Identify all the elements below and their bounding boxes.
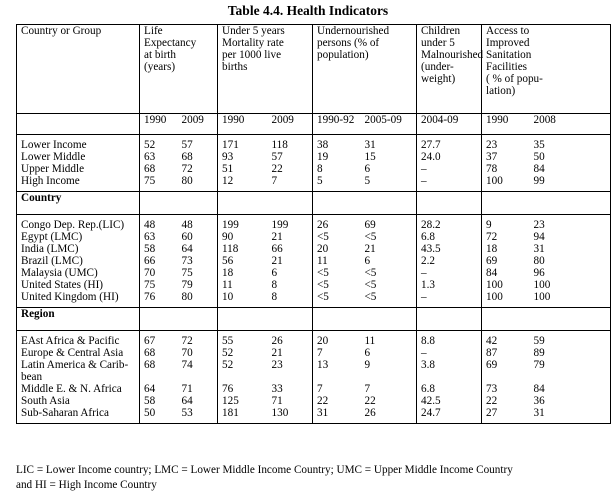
value-cell: 26 — [271, 335, 283, 347]
year-cell: 1990-92 — [313, 114, 359, 135]
value-cell: 1.3 — [417, 279, 482, 291]
value-cell: 130 — [271, 407, 289, 419]
value-cell: 68 — [140, 359, 176, 371]
value-cell: 66 — [140, 255, 176, 267]
year-cell: 1990 — [218, 114, 266, 135]
value-cell: 80 — [528, 255, 611, 267]
value-cell: 42.5 — [417, 395, 482, 407]
value-cell: 10 — [218, 291, 266, 303]
value-cell: 75 — [181, 267, 193, 279]
value-cell: 73 — [482, 383, 528, 395]
value-cell: 96 — [528, 267, 611, 279]
value-cell: 58 — [140, 243, 176, 255]
value-cell: 76 — [140, 291, 176, 303]
value-cell: 35 — [528, 139, 611, 151]
value-cell: 8 — [271, 279, 278, 291]
value-cell: 13 — [313, 359, 359, 371]
value-cell: 57 — [181, 139, 193, 151]
value-cell: 51 — [218, 163, 266, 175]
section-title: Country — [17, 192, 140, 215]
value-cell: 48 — [140, 219, 176, 231]
value-cell: <5 — [313, 267, 359, 279]
value-cell: 100 — [482, 291, 528, 303]
value-cell: 23 — [528, 219, 611, 231]
value-cell: 6.8 — [417, 383, 482, 395]
value-cell: 7 — [271, 175, 278, 187]
table-row — [17, 219, 611, 231]
row-label: Lower Income — [17, 139, 140, 151]
value-cell: 24.0 — [417, 151, 482, 163]
value-cell: 3.8 — [417, 359, 482, 371]
value-cell: 80 — [181, 291, 193, 303]
value-cell: 2.2 — [417, 255, 482, 267]
row-label: Upper Middle — [17, 163, 140, 175]
value-cell: 52 — [218, 347, 266, 359]
value-cell: 21 — [271, 347, 283, 359]
row-label: Lower Middle — [17, 151, 140, 163]
value-cell: 56 — [218, 255, 266, 267]
value-cell: <5 — [364, 267, 377, 279]
value-cell: 15 — [364, 151, 376, 163]
table-row — [17, 359, 611, 371]
header-life: Life Expectancy at birth (years) — [140, 25, 218, 114]
value-cell: 58 — [140, 395, 176, 407]
value-cell: 8 — [271, 291, 278, 303]
value-cell: 28.2 — [417, 219, 482, 231]
year-cell: 1990 — [482, 114, 528, 135]
value-cell: 43.5 — [417, 243, 482, 255]
value-cell: 69 — [482, 359, 528, 371]
value-cell: 27 — [482, 407, 528, 419]
value-cell: 52 — [218, 359, 266, 371]
value-cell: 38 — [313, 139, 359, 151]
value-cell: 21 — [271, 255, 283, 267]
value-cell: 27.7 — [417, 139, 482, 151]
value-cell: 53 — [181, 407, 193, 419]
year-cell: 2005-09 — [364, 114, 402, 126]
table-row-continuation — [17, 371, 611, 383]
value-cell: – — [417, 347, 482, 359]
value-cell: 22 — [271, 163, 283, 175]
value-cell: 87 — [482, 347, 528, 359]
value-cell: 21 — [271, 231, 283, 243]
value-cell: <5 — [364, 231, 377, 243]
table-row — [17, 163, 611, 175]
value-cell: 70 — [140, 267, 176, 279]
value-cell: 93 — [218, 151, 266, 163]
value-cell: 33 — [271, 383, 283, 395]
value-cell: 5 — [364, 175, 371, 187]
value-cell: 67 — [140, 335, 176, 347]
value-cell: 68 — [140, 347, 176, 359]
value-cell: 20 — [313, 243, 359, 255]
value-cell: 19 — [313, 151, 359, 163]
value-cell: 7 — [313, 383, 359, 395]
table-row — [17, 335, 611, 347]
value-cell: 75 — [140, 279, 176, 291]
value-cell: 68 — [140, 163, 176, 175]
value-cell: 89 — [528, 347, 611, 359]
value-cell: 72 — [181, 163, 193, 175]
row-label: Latin America & Carib- — [17, 359, 140, 371]
value-cell: 57 — [271, 151, 283, 163]
value-cell: 31 — [313, 407, 359, 419]
table-row — [17, 383, 611, 395]
value-cell: 84 — [482, 267, 528, 279]
value-cell: 84 — [528, 163, 611, 175]
value-cell: 199 — [271, 219, 289, 231]
value-cell: 76 — [218, 383, 266, 395]
value-cell: 79 — [181, 279, 193, 291]
value-cell: 37 — [482, 151, 528, 163]
value-cell: 69 — [482, 255, 528, 267]
row-label: EAst Africa & Pacific — [17, 335, 140, 347]
value-cell: 6 — [271, 267, 278, 279]
header-children: Children under 5 Malnourished (under- weight) — [417, 25, 482, 114]
section-row — [17, 308, 611, 331]
value-cell: 11 — [364, 335, 376, 347]
header-row — [17, 25, 611, 114]
table-footnote: LIC = Lower Income country; LMC = Lower Middle Income Country; UMC = Upper Middle Income Country and HI = High Income Country — [16, 464, 513, 491]
value-cell: 74 — [181, 359, 193, 371]
value-cell: 59 — [528, 335, 611, 347]
value-cell: 9 — [364, 359, 371, 371]
year-cell: 2004-09 — [417, 114, 482, 135]
value-cell: 50 — [140, 407, 176, 419]
row-label: Brazil (LMC) — [17, 255, 140, 267]
value-cell: 80 — [181, 175, 193, 187]
value-cell: 18 — [482, 243, 528, 255]
value-cell: <5 — [313, 291, 359, 303]
value-cell: 69 — [364, 219, 376, 231]
row-label: Middle E. & N. Africa — [17, 383, 140, 395]
value-cell: 78 — [482, 163, 528, 175]
value-cell: <5 — [313, 279, 359, 291]
value-cell: 5 — [313, 175, 359, 187]
value-cell: 7 — [364, 383, 371, 395]
table-row — [17, 231, 611, 243]
value-cell: <5 — [364, 291, 377, 303]
value-cell: 118 — [271, 139, 288, 151]
value-cell: 79 — [528, 359, 611, 371]
row-label: India (LMC) — [17, 243, 140, 255]
row-label: bean — [17, 371, 140, 383]
header-undernourished: Undernourished persons (% of population) — [313, 25, 417, 114]
value-cell: 42 — [482, 335, 528, 347]
row-label: Sub-Saharan Africa — [17, 407, 140, 419]
value-cell: 20 — [313, 335, 359, 347]
value-cell: 72 — [181, 335, 193, 347]
value-cell: 64 — [181, 395, 193, 407]
value-cell: 70 — [181, 347, 193, 359]
value-cell: 125 — [218, 395, 266, 407]
value-cell: 6 — [364, 163, 371, 175]
value-cell: 23 — [482, 139, 528, 151]
value-cell: 73 — [181, 255, 193, 267]
table-row — [17, 347, 611, 359]
row-label: South Asia — [17, 395, 140, 407]
value-cell: 100 — [482, 175, 528, 187]
year-cell: 2009 — [271, 114, 294, 126]
table-row — [17, 279, 611, 291]
value-cell: 100 — [528, 291, 611, 303]
value-cell: 199 — [218, 219, 266, 231]
value-cell: 8 — [313, 163, 359, 175]
value-cell: 75 — [140, 175, 176, 187]
years-row — [17, 114, 611, 135]
value-cell: 52 — [140, 139, 176, 151]
value-cell: 48 — [181, 219, 193, 231]
value-cell: 66 — [271, 243, 283, 255]
value-cell: 99 — [528, 175, 611, 187]
value-cell: 100 — [482, 279, 528, 291]
row-label: Malaysia (UMC) — [17, 267, 140, 279]
year-cell: 2008 — [528, 114, 611, 135]
value-cell: 18 — [218, 267, 266, 279]
section-row — [17, 192, 611, 215]
value-cell: 171 — [218, 139, 266, 151]
value-cell: 31 — [528, 243, 611, 255]
value-cell: 23 — [271, 359, 283, 371]
value-cell: 22 — [364, 395, 376, 407]
year-cell: 1990 — [140, 114, 176, 135]
header-mortality: Under 5 years Mortality rate per 1000 live births — [218, 25, 313, 114]
value-cell: 12 — [218, 175, 266, 187]
header-country: Country or Group — [17, 25, 140, 114]
section-title: Region — [17, 308, 140, 331]
table-row — [17, 139, 611, 151]
value-cell: 9 — [482, 219, 528, 231]
row-label: Egypt (LMC) — [17, 231, 140, 243]
value-cell: <5 — [313, 231, 359, 243]
value-cell: 22 — [482, 395, 528, 407]
value-cell: 64 — [181, 243, 193, 255]
value-cell: 181 — [218, 407, 266, 419]
header-access: Access to Improved Sanitation Facilities ( % of popu- lation) — [482, 25, 611, 114]
value-cell: 63 — [140, 151, 176, 163]
value-cell: – — [417, 175, 482, 187]
value-cell: 72 — [482, 231, 528, 243]
year-cell: 2009 — [181, 114, 204, 126]
value-cell: 84 — [528, 383, 611, 395]
value-cell: 7 — [313, 347, 359, 359]
value-cell: 6.8 — [417, 231, 482, 243]
table-row — [17, 151, 611, 163]
value-cell: 26 — [364, 407, 376, 419]
value-cell: 6 — [364, 255, 371, 267]
value-cell: 22 — [313, 395, 359, 407]
row-label: Europe & Central Asia — [17, 347, 140, 359]
value-cell: – — [417, 267, 482, 279]
value-cell: 8.8 — [417, 335, 482, 347]
value-cell: 94 — [528, 231, 611, 243]
row-label: United States (HI) — [17, 279, 140, 291]
value-cell: 31 — [528, 407, 611, 419]
value-cell: 36 — [528, 395, 611, 407]
row-label: United Kingdom (HI) — [17, 291, 140, 303]
value-cell: – — [417, 291, 482, 303]
value-cell: 24.7 — [417, 407, 482, 419]
table-row — [17, 255, 611, 267]
table-row — [17, 243, 611, 255]
value-cell: 71 — [271, 395, 283, 407]
value-cell: 90 — [218, 231, 266, 243]
value-cell: <5 — [364, 279, 377, 291]
value-cell: 60 — [181, 231, 193, 243]
value-cell: 71 — [181, 383, 193, 395]
value-cell: 11 — [218, 279, 266, 291]
value-cell: 63 — [140, 231, 176, 243]
value-cell: 50 — [528, 151, 611, 163]
value-cell: 31 — [364, 139, 376, 151]
row-label: Congo Dep. Rep.(LIC) — [17, 219, 140, 231]
value-cell: 26 — [313, 219, 359, 231]
value-cell: 100 — [528, 279, 611, 291]
value-cell: 68 — [181, 151, 193, 163]
value-cell: – — [417, 163, 482, 175]
row-label: High Income — [17, 175, 140, 187]
value-cell: 11 — [313, 255, 359, 267]
value-cell: 118 — [218, 243, 266, 255]
health-indicators-table — [16, 24, 611, 424]
value-cell: 55 — [218, 335, 266, 347]
table-row — [17, 407, 611, 419]
table-row — [17, 175, 611, 187]
table-row — [17, 267, 611, 279]
value-cell: 64 — [140, 383, 176, 395]
value-cell: 21 — [364, 243, 376, 255]
table-row — [17, 291, 611, 303]
value-cell: 6 — [364, 347, 371, 359]
table-title: Table 4.4. Health Indicators — [227, 3, 389, 18]
table-row — [17, 395, 611, 407]
